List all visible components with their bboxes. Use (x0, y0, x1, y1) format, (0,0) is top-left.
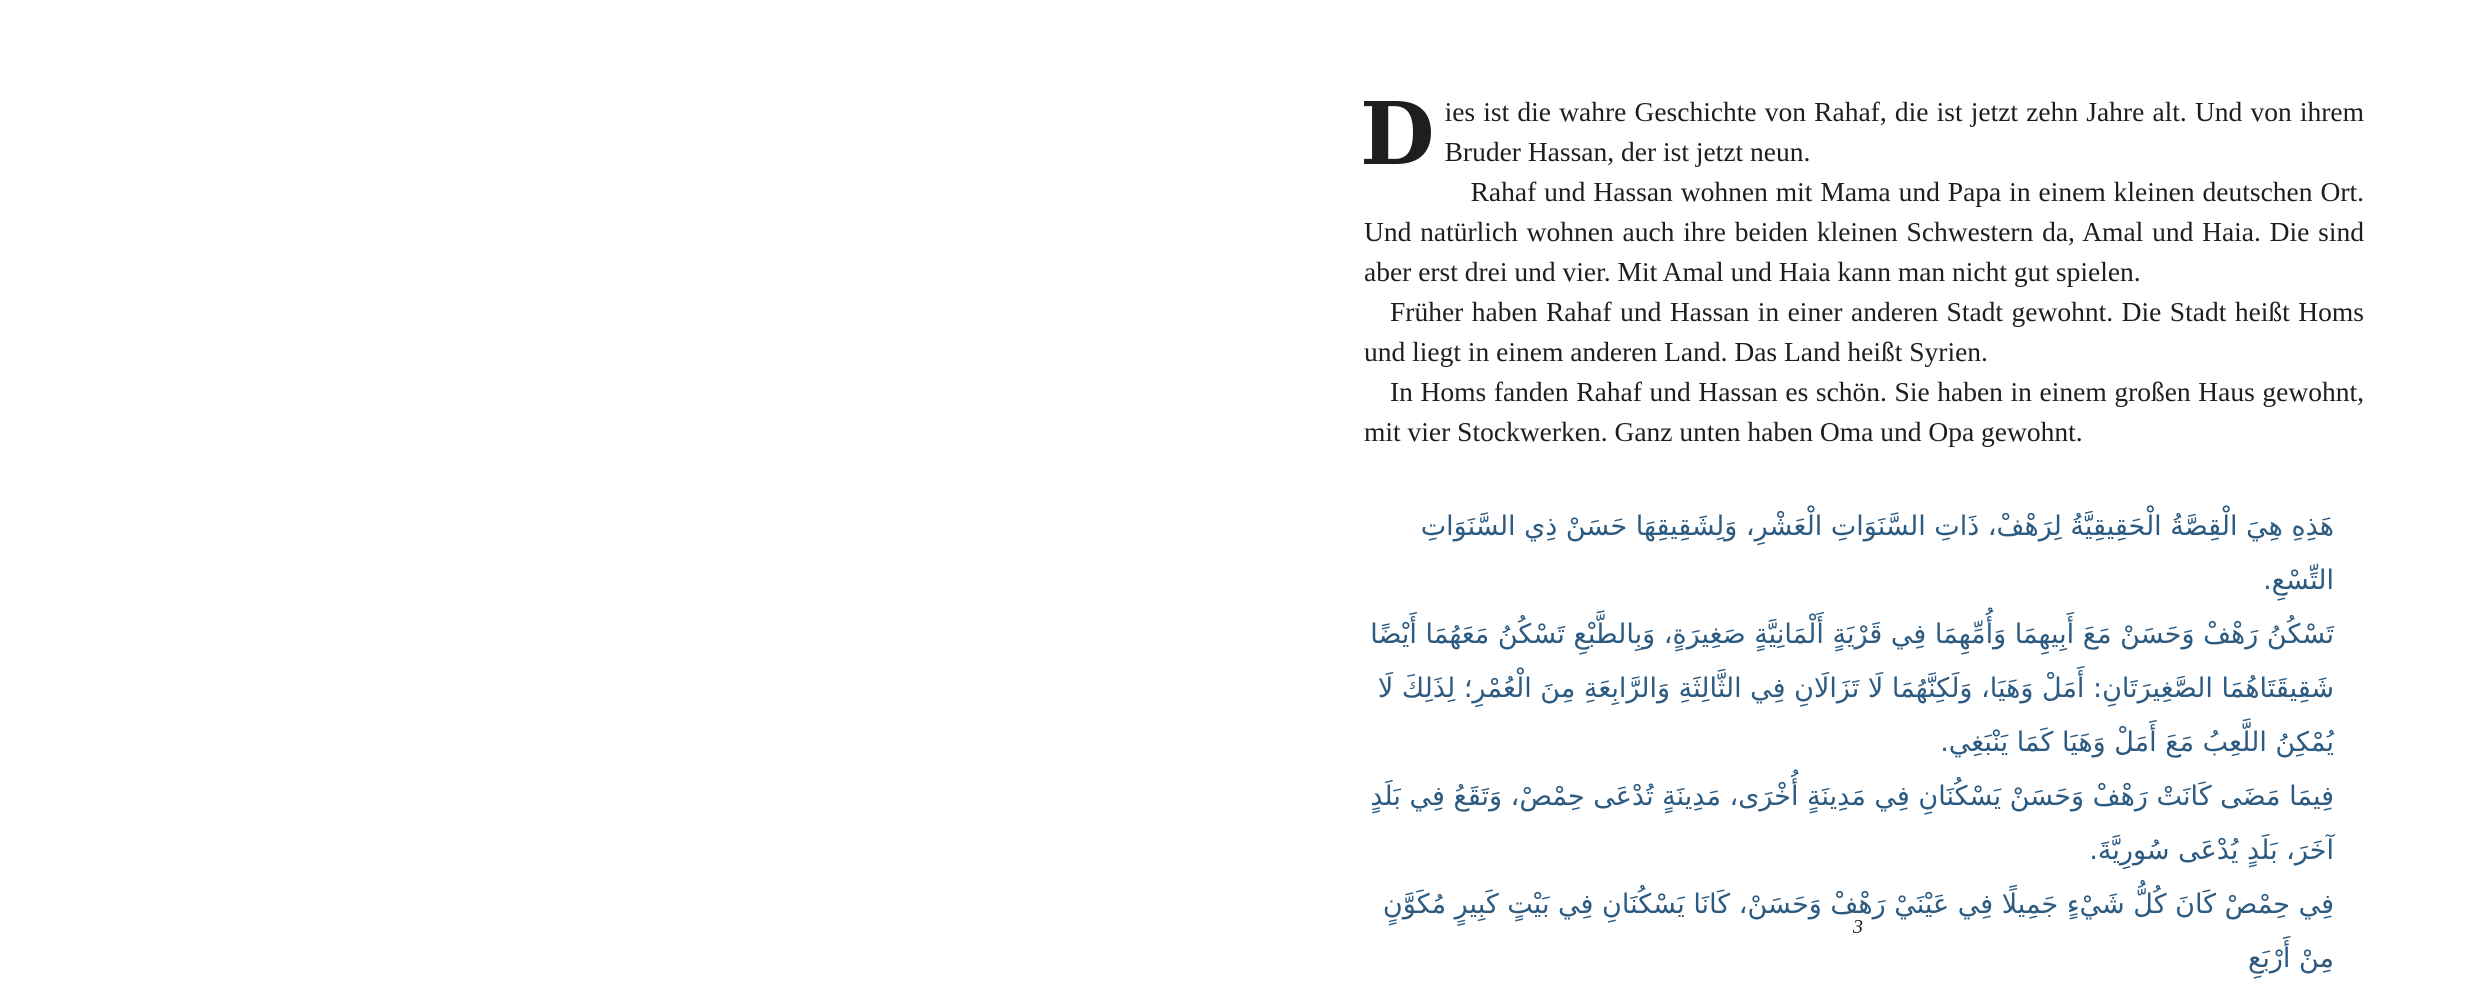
arabic-paragraph-2: تَسْكُنُ رَهْفْ وَحَسَنْ مَعَ أَبِيهِمَا وَأُمِّهِمَا فِي قَرْيَةٍ أَلْمَانِيَّةٍ صَغِيرَةٍ، وَبِالطَّبْعِ تَسْكُنُ مَعَهُمَا أَيْضًا شَقِيقَتَاهُمَا الصَّغِيرَتَانِ: أَمَلْ وَهَيَا، وَلَكِنَّهُمَا لَا تَزَالَانِ فِي الثَّالِثَةِ وَالرَّابِعَةِ مِنَ الْعُمْرِ؛ لِذَلِكَ لَا يُمْكِنُ اللَّعِبُ مَعَ أَمَلْ وَهَيَا كَمَا يَنْبَغِي. (1370, 619, 2334, 758)
arabic-paragraph-1: هَذِهِ هِيَ الْقِصَّةُ الْحَقِيقِيَّةُ لِرَهْفْ، ذَاتِ السَّنَوَاتِ الْعَشْرِ، وَلِشَقِيقِهَا حَسَنْ ذِي السَّنَوَاتِ التِّسْعِ. (1420, 511, 2334, 596)
arabic-text-block (1364, 500, 2334, 986)
arabic-paragraph-3: فِيمَا مَضَى كَانَتْ رَهْفْ وَحَسَنْ يَسْكُنَانِ فِي مَدِينَةٍ أُخْرَى، مَدِينَةٍ تُدْعَى حِمْصْ، وَتَقَعُ فِي بَلَدٍ آخَرَ، بَلَدٍ يُدْعَى سُورِيَّةَ. (1370, 781, 2334, 866)
right-page (1360, 0, 2364, 1005)
drop-cap: D (1360, 84, 1435, 185)
german-paragraph-2: Rahaf und Hassan wohnen mit Mama und Papa in einem kleinen deutschen Ort. Und natürlich wohnen auch ihre beiden kleinen Schwestern da, Amal und Haia. Die sind aber erst drei und vier. Mit Amal und Haia kann man nicht gut spielen. (1364, 176, 2364, 287)
german-paragraph-3: Früher haben Rahaf und Hassan in einer anderen Stadt gewohnt. Die Stadt heißt Homs und liegt in einem anderen Land. Das Land heißt Syrien. (1364, 296, 2364, 367)
german-text-block (1360, 84, 2364, 452)
german-paragraph-1 (1360, 84, 2364, 185)
page-number: 3 (1853, 916, 1863, 938)
german-paragraph-1-text: ies ist die wahre Geschichte von Rahaf, die ist jetzt zehn Jahre alt. Und von ihrem Bruder Hassan, der ist jetzt neun. (1444, 96, 2364, 167)
arabic-paragraph-4: فِي حِمْصْ كَانَ كُلُّ شَيْءٍ جَمِيلًا فِي عَيْنَيْ رَهْفْ وَحَسَنْ، كَانَا يَسْكُنَانِ فِي بَيْتٍ كَبِيرٍ مُكَوَّنٍ مِنْ أَرْبَعِ (1382, 889, 2334, 974)
german-paragraph-4: In Homs fanden Rahaf und Hassan es schön. Sie haben in einem großen Haus gewohnt, mit vier Stockwerken. Ganz unten haben Oma und Opa gewohnt. (1364, 376, 2364, 447)
